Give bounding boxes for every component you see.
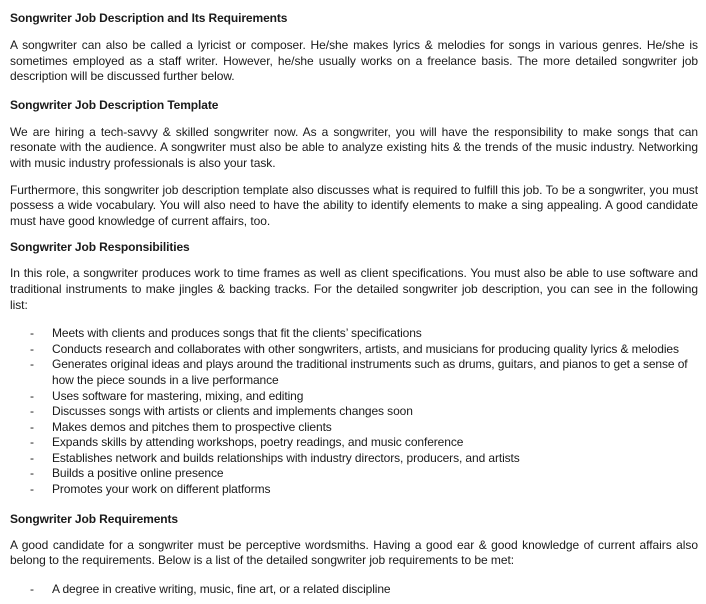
list-item (10, 389, 698, 405)
list-item-text: Discusses songs with artists or clients and implements changes soon (52, 404, 413, 419)
bullet-dash: - (30, 482, 34, 497)
requirements-intro: A good candidate for a songwriter must be perceptive wordsmiths. Having a good ear & good knowledge of current affairs also belong to the requirements. Below is a list of the detailed songwriter job requirements to be met: (10, 537, 698, 568)
bullet-dash: - (30, 404, 34, 419)
bullet-dash: - (30, 466, 34, 481)
list-item (10, 326, 698, 342)
list-item-text: Establishes network and builds relationships with industry directors, producers, and artists (52, 450, 520, 465)
bullet-dash: - (30, 581, 34, 596)
list-item (10, 342, 698, 358)
bullet-dash: - (30, 341, 34, 356)
intro-paragraph: A songwriter can also be called a lyricist or composer. He/she makes lyrics & melodies for songs in various genres. He/she is sometimes employed as a staff writer. However, he/she usually works on a freelance basis. The more detailed songwriter job description will be discussed further below. (10, 38, 698, 84)
list-item (10, 357, 698, 388)
list-item-text: Meets with clients and produces songs that fit the clients’ specifications (52, 326, 422, 341)
list-item (10, 466, 698, 482)
list-item (10, 404, 698, 420)
list-item (10, 482, 698, 498)
list-item-text: Makes demos and pitches them to prospective clients (52, 419, 332, 434)
list-item-text: Conducts research and collaborates with other songwriters, artists, and musicians for producing quality lyrics & melodies (52, 341, 679, 356)
requirements-list (10, 582, 698, 598)
document-title: Songwriter Job Description and Its Requirements (10, 11, 288, 25)
list-item (10, 435, 698, 451)
template-heading: Songwriter Job Description Template (10, 97, 219, 112)
bullet-dash: - (30, 450, 34, 465)
list-item-text: Generates original ideas and plays around the traditional instruments such as drums, guitars, and pianos to get a sense of how the piece sounds in a live performance (52, 357, 688, 387)
list-item (10, 582, 698, 598)
requirements-heading: Songwriter Job Requirements (10, 511, 178, 526)
list-item-text: Builds a positive online presence (52, 466, 224, 481)
list-item (10, 451, 698, 467)
document-page (10, 0, 698, 597)
bullet-dash: - (30, 435, 34, 450)
list-item (10, 420, 698, 436)
bullet-dash: - (30, 388, 34, 403)
template-paragraph-2: Furthermore, this songwriter job description template also discusses what is required to fulfill this job. To be a songwriter, you must possess a wide vocabulary. You will also need to have the ability to identify elements to make a sing appealing. A good candidate must have good knowledge of current affairs, too. (10, 182, 698, 228)
responsibilities-intro: In this role, a songwriter produces work to time frames as well as client specifications. You must also be able to use software and traditional instruments to make jingles & backing tracks. For the detailed songwriter job description, you can see in the following list: (10, 266, 698, 312)
responsibilities-list (10, 326, 698, 498)
bullet-dash: - (30, 419, 34, 434)
responsibilities-heading: Songwriter Job Responsibilities (10, 240, 190, 255)
list-item-text: Promotes your work on different platforms (52, 482, 271, 497)
list-item-text: A degree in creative writing, music, fine art, or a related discipline (52, 581, 391, 596)
template-paragraph-1: We are hiring a tech-savvy & skilled songwriter now. As a songwriter, you will have the responsibility to make songs that can resonate with the audience. A songwriter must also be able to analyze existing hits & the trends of the music industry. Networking with music industry professionals is also your task. (10, 124, 698, 170)
list-item-text: Uses software for mastering, mixing, and editing (52, 388, 304, 403)
list-item-text: Expands skills by attending workshops, poetry readings, and music conference (52, 435, 464, 450)
bullet-dash: - (30, 326, 34, 341)
bullet-dash: - (30, 357, 34, 372)
